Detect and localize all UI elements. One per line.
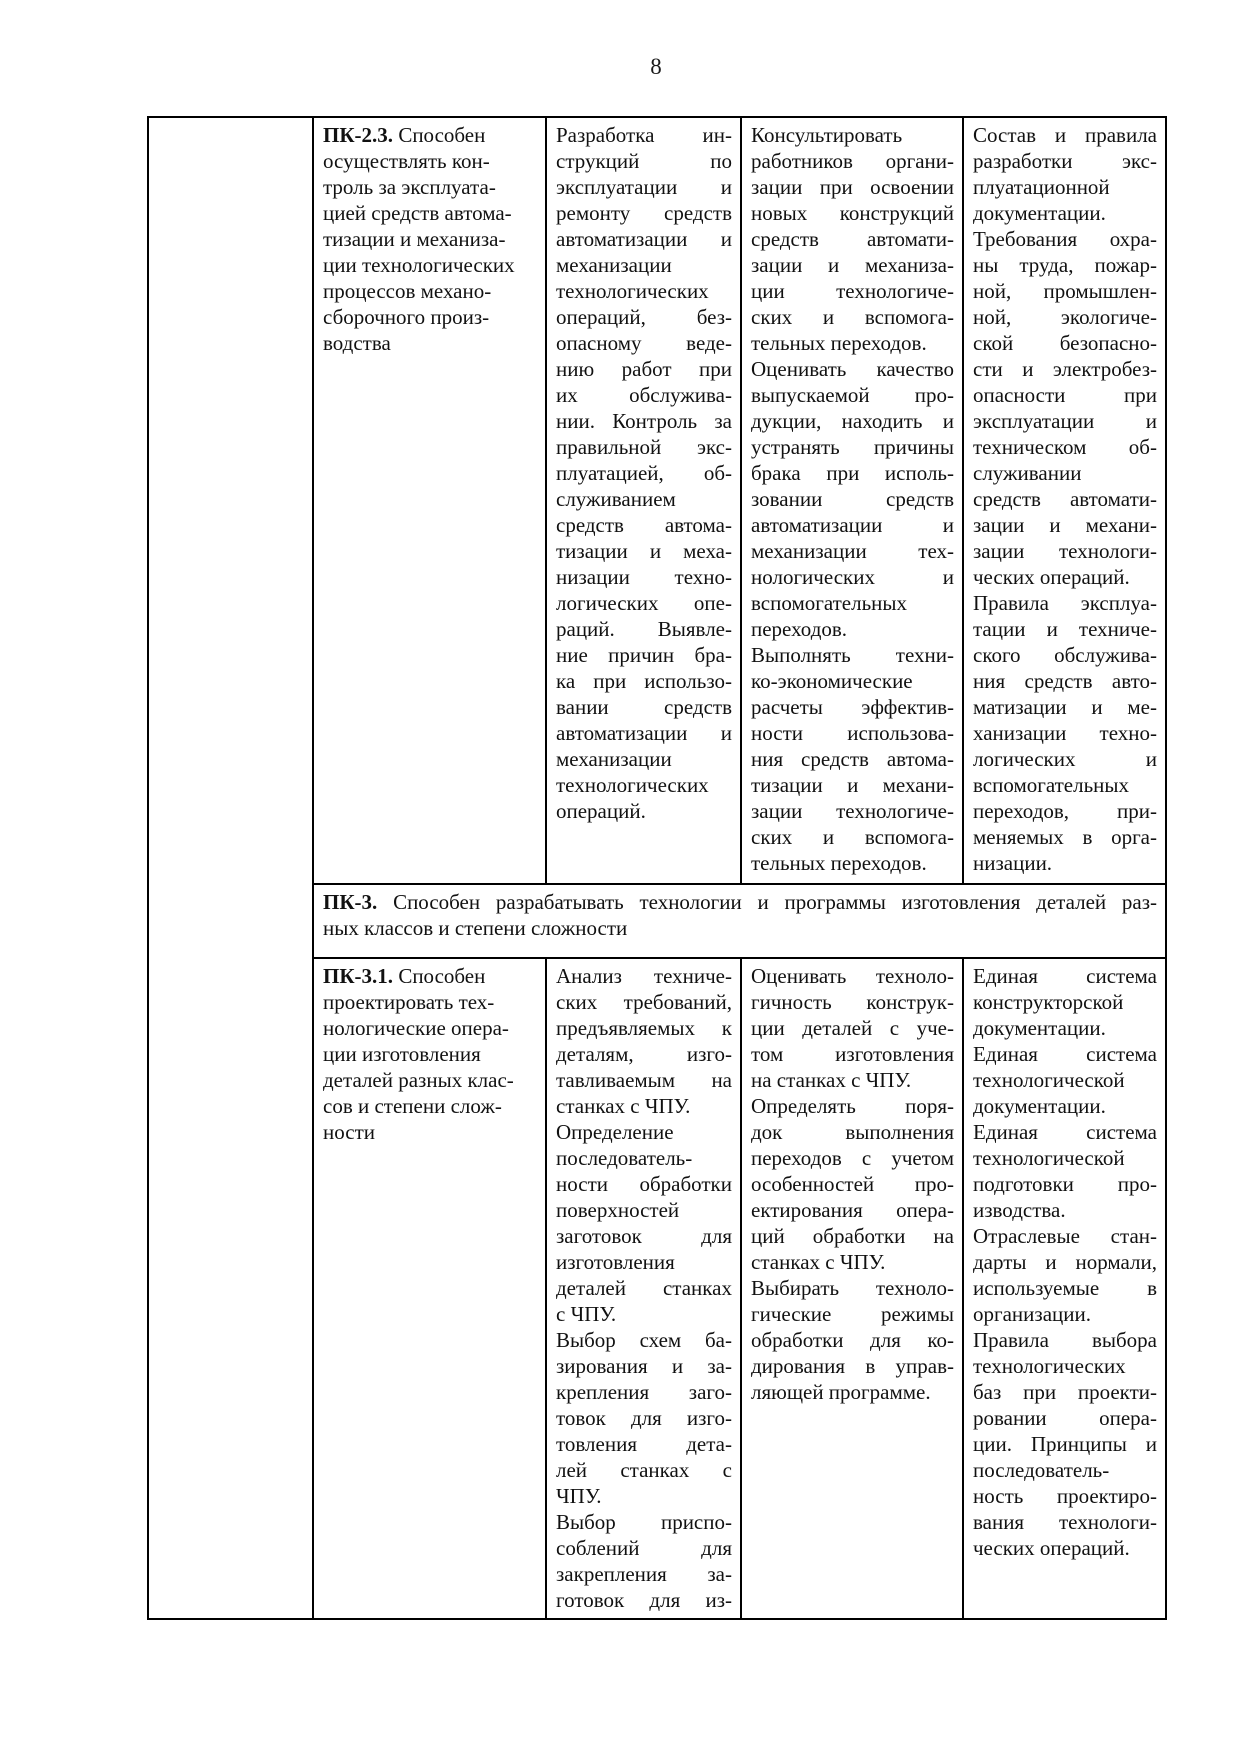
text-line: переходов. (751, 617, 848, 641)
cell-pk-2-3-competency (313, 117, 546, 884)
cell-pk-3-1-skills (741, 958, 963, 1619)
text-line: ровании опера- (973, 1406, 1157, 1430)
table-row-pk-2-3 (148, 117, 1166, 884)
text-line: Правила эксплуа- (973, 591, 1157, 615)
text-line: устранять причины (751, 435, 954, 459)
text-line: плуатацией, об- (556, 461, 732, 485)
text-line: ских и вспомога- (751, 305, 954, 329)
text-line: последователь- (556, 1146, 693, 1170)
text-line: Определение (556, 1120, 674, 1144)
text-line: служиванием (556, 487, 676, 511)
text-line: деталей станках (556, 1276, 732, 1300)
text-line: работников органи- (751, 149, 954, 173)
text-line: Определять поря- (751, 1094, 954, 1118)
text-line: зации и механиза- (751, 253, 954, 277)
text-line: ности использова- (751, 721, 954, 745)
text-line: ции. Принципы и (973, 1432, 1157, 1456)
text-line: готовок для из- (556, 1588, 732, 1612)
text-line: автоматизации и (751, 513, 954, 537)
text-line: сов и степени слож- (323, 1094, 502, 1118)
text-line: последователь- (973, 1458, 1110, 1482)
text-line: ции технологиче- (751, 279, 954, 303)
text-line: эксплуатации и (973, 409, 1157, 433)
text-line: тельных переходов. (751, 331, 927, 355)
text-line: товления дета- (556, 1432, 732, 1456)
text-line: конструкторской (973, 990, 1124, 1014)
text-line: док выполнения (751, 1120, 954, 1144)
text-line: изводства. (973, 1198, 1066, 1222)
text-line: Выбор схем ба- (556, 1328, 732, 1352)
cell-pk-3-1-competency (313, 958, 546, 1619)
text-line: служивании (973, 461, 1082, 485)
cell-pk-2-3-skills (741, 117, 963, 884)
text-line: дирования в управ- (751, 1354, 954, 1378)
text-line: низации техно- (556, 565, 732, 589)
text-line: ко-экономические (751, 669, 913, 693)
text-line: ния средств автома- (751, 747, 954, 771)
text-line: меняемых в орга- (973, 825, 1157, 849)
text-line: струкций по (556, 149, 732, 173)
text-line: тавливаемым на (556, 1068, 732, 1092)
text-line: опасности при (973, 383, 1157, 407)
text-line: технологических (556, 279, 709, 303)
text-line: нологические опера- (323, 1016, 509, 1040)
text-line: технологической (973, 1068, 1125, 1092)
text-line: механизации (556, 253, 672, 277)
text-line: ПК-3. Способен разрабатывать технологии и программы изготовления деталей раз- (323, 890, 1157, 914)
text-line: используемые в (973, 1276, 1157, 1300)
text-line: вании средств (556, 695, 732, 719)
text-line: сти и электробез- (973, 357, 1157, 381)
text-line: организации. (973, 1302, 1091, 1326)
text-line: технологических (556, 773, 709, 797)
cell-pk-2-3-knowledge (963, 117, 1166, 884)
text-line: ния средств авто- (973, 669, 1157, 693)
text-line: на станках с ЧПУ. (751, 1068, 912, 1092)
text-line: ектирования опера- (751, 1198, 954, 1222)
text-line: Единая система (973, 1042, 1157, 1066)
text-line: ности обработки (556, 1172, 732, 1196)
text-line: закрепления за- (556, 1562, 732, 1586)
text-line: автоматизации и (556, 227, 732, 251)
text-line: ЧПУ. (556, 1484, 602, 1508)
text-line: опасному веде- (556, 331, 732, 355)
text-line: механизации тех- (751, 539, 954, 563)
text-line: Оценивать техноло- (751, 964, 954, 988)
text-line: ности (323, 1120, 375, 1144)
text-line: осуществлять кон- (323, 149, 490, 173)
text-line: разработки экс- (973, 149, 1157, 173)
text-line: нологических и (751, 565, 954, 589)
empty-left-column-cell (148, 117, 313, 1619)
text-line: ции изготовления (323, 1042, 481, 1066)
text-line: ны труда, пожар- (973, 253, 1157, 277)
text-line: деталям, изго- (556, 1042, 732, 1066)
text-line: Выполнять техни- (751, 643, 954, 667)
text-line: дукции, находить и (751, 409, 954, 433)
text-line: Отраслевые стан- (973, 1224, 1157, 1248)
cell-pk-3-header (313, 884, 1166, 958)
text-line: заготовок для (556, 1224, 732, 1248)
text-line: эксплуатации и (556, 175, 732, 199)
text-line: средств автомати- (973, 487, 1157, 511)
text-line: поверхностей (556, 1198, 680, 1222)
text-line: логических опе- (556, 591, 732, 615)
text-line: зации при освоении (751, 175, 954, 199)
text-line: с ЧПУ. (556, 1302, 617, 1326)
text-line: документации. (973, 201, 1106, 225)
text-line: ной, экологиче- (973, 305, 1157, 329)
text-line: тельных переходов. (751, 851, 927, 875)
text-line: Требования охра- (973, 227, 1157, 251)
text-line: ции технологических (323, 253, 515, 277)
text-line: ского обслужива- (973, 643, 1157, 667)
text-line: механизации (556, 747, 672, 771)
text-line: ка при использо- (556, 669, 732, 693)
text-line: ций обработки на (751, 1224, 954, 1248)
text-line: операций, без- (556, 305, 732, 329)
text-line: Правила выбора (973, 1328, 1157, 1352)
text-line: станках с ЧПУ. (556, 1094, 691, 1118)
text-line: их обслужива- (556, 383, 732, 407)
text-line: ных классов и степени сложности (323, 916, 628, 940)
text-line: изготовления (556, 1250, 675, 1274)
competency-table (147, 116, 1167, 1620)
text-line: ние причин бра- (556, 643, 732, 667)
text-line: Оценивать качество (751, 357, 954, 381)
text-line: Состав и правила (973, 123, 1157, 147)
text-line: тизации и механи- (751, 773, 954, 797)
text-line: тизации и механиза- (323, 227, 506, 251)
text-line: подготовки про- (973, 1172, 1157, 1196)
text-line: Выбирать техноло- (751, 1276, 954, 1300)
text-line: переходов, при- (973, 799, 1157, 823)
text-line: зации технологиче- (751, 799, 954, 823)
text-line: гичность конструк- (751, 990, 954, 1014)
text-line: расчеты эффектив- (751, 695, 954, 719)
cell-pk-2-3-labor-actions (546, 117, 741, 884)
text-line: ской безопасно- (973, 331, 1157, 355)
text-line: зации технологи- (973, 539, 1157, 563)
text-line: новых конструкций (751, 201, 954, 225)
text-line: средств автома- (556, 513, 732, 537)
cell-pk-3-1-knowledge (963, 958, 1166, 1619)
text-line: водства (323, 331, 391, 355)
text-line: предъявляемых к (556, 1016, 732, 1040)
text-line: правильной экс- (556, 435, 732, 459)
text-line: особенностей про- (751, 1172, 954, 1196)
text-line: том изготовления (751, 1042, 954, 1066)
text-line: Выбор приспо- (556, 1510, 732, 1534)
text-line: нию работ при (556, 357, 732, 381)
text-line: документации. (973, 1016, 1106, 1040)
text-line: ПК-3.1. Способен (323, 964, 486, 988)
text-line: гические режимы (751, 1302, 954, 1326)
text-line: проектировать тех- (323, 990, 495, 1014)
text-line: Единая система (973, 964, 1157, 988)
text-line: раций. Выявле- (556, 617, 732, 641)
text-line: троль за эксплуата- (323, 175, 496, 199)
text-line: операций. (556, 799, 646, 823)
text-line: баз при проекти- (973, 1380, 1157, 1404)
text-line: ремонту средств (556, 201, 732, 225)
text-line: тизации и меха- (556, 539, 732, 563)
text-line: ских требований, (556, 990, 732, 1014)
text-line: зовании средств (751, 487, 954, 511)
text-line: вания технологи- (973, 1510, 1157, 1534)
page-number: 8 (650, 54, 662, 79)
text-line: переходов с учетом (751, 1146, 954, 1170)
text-line: ность проектиро- (973, 1484, 1157, 1508)
text-line: ляющей программе. (751, 1380, 931, 1404)
text-line: логических и (973, 747, 1157, 771)
text-line: дарты и нормали, (973, 1250, 1157, 1274)
text-line: Разработка ин- (556, 123, 732, 147)
text-line: цией средств автома- (323, 201, 512, 225)
text-line: матизации и ме- (973, 695, 1157, 719)
text-line: обработки для ко- (751, 1328, 954, 1352)
text-line: ПК-2.3. Способен (323, 123, 486, 147)
text-line: лей станках с (556, 1458, 732, 1482)
text-line: ских и вспомога- (751, 825, 954, 849)
text-line: зирования и за- (556, 1354, 732, 1378)
text-line: ческих операций. (973, 1536, 1130, 1560)
text-line: брака при исполь- (751, 461, 954, 485)
text-line: ции деталей с уче- (751, 1016, 954, 1040)
text-line: технологических (973, 1354, 1126, 1378)
text-line: ной, промышлен- (973, 279, 1157, 303)
text-line: низации. (973, 851, 1053, 875)
text-line: вспомогательных (973, 773, 1130, 797)
text-line: Единая система (973, 1120, 1157, 1144)
text-line: тации и техниче- (973, 617, 1157, 641)
cell-pk-3-1-labor-actions (546, 958, 741, 1619)
text-line: зации и механи- (973, 513, 1157, 537)
text-line: процессов механо- (323, 279, 492, 303)
text-line: сборочного произ- (323, 305, 490, 329)
text-line: нии. Контроль за (556, 409, 732, 433)
text-line: автоматизации и (556, 721, 732, 745)
text-line: технологической (973, 1146, 1125, 1170)
text-line: крепления заго- (556, 1380, 732, 1404)
text-line: станках с ЧПУ. (751, 1250, 886, 1274)
text-line: соблений для (556, 1536, 732, 1560)
text-line: товок для изго- (556, 1406, 732, 1430)
text-line: техническом об- (973, 435, 1157, 459)
text-line: Анализ техниче- (556, 964, 732, 988)
text-line: средств автомати- (751, 227, 954, 251)
text-line: деталей разных клас- (323, 1068, 514, 1092)
text-line: ческих операций. (973, 565, 1130, 589)
text-line: ханизации техно- (973, 721, 1157, 745)
text-line: документации. (973, 1094, 1106, 1118)
text-line: выпускаемой про- (751, 383, 954, 407)
text-line: Консультировать (751, 123, 903, 147)
text-line: плуатационной (973, 175, 1110, 199)
text-line: вспомогательных (751, 591, 908, 615)
